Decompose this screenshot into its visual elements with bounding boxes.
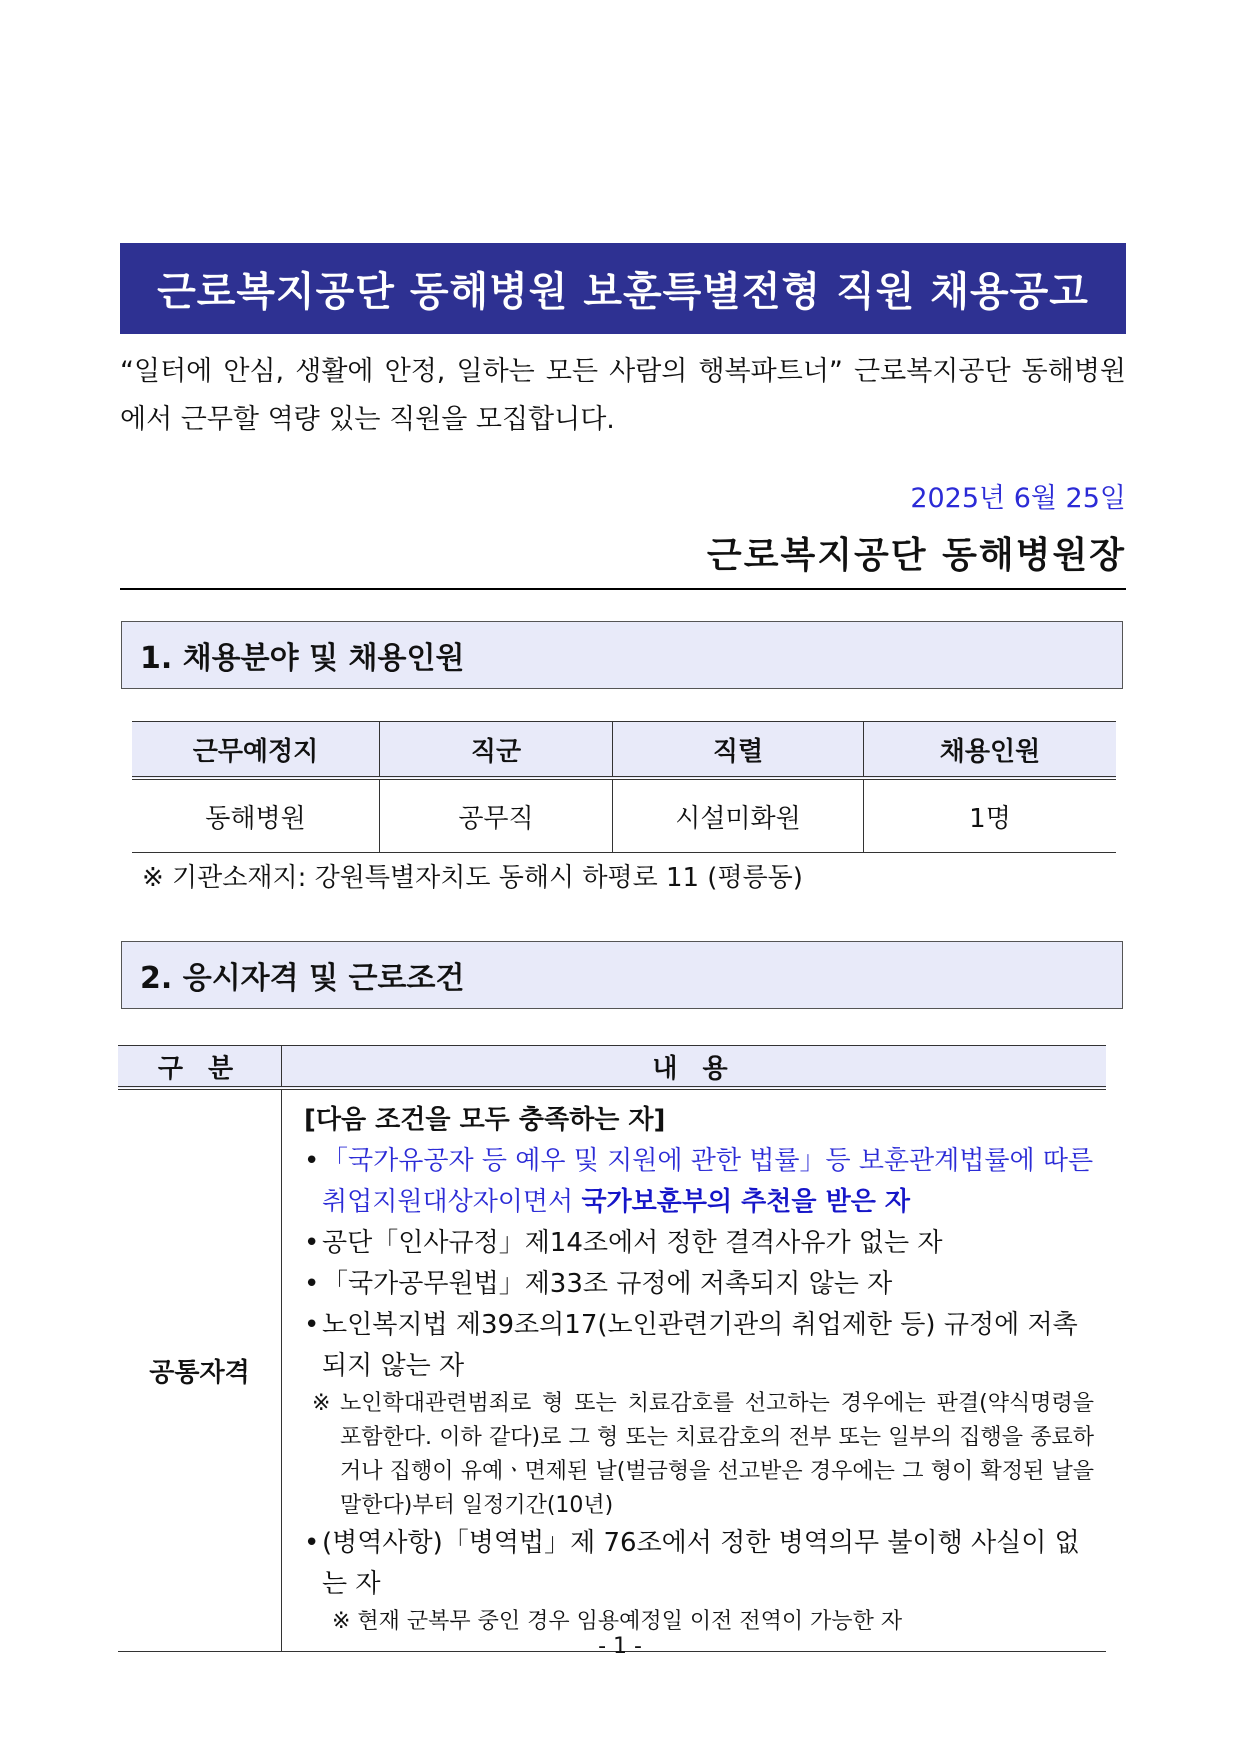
- bullet-icon: •: [304, 1146, 320, 1176]
- intro-text: “일터에 안심, 생활에 안정, 일하는 모든 사람의 행복파트너” 근로복지공단 동해병원에서 근무할 역량 있는 직원을 모집합니다.: [120, 356, 1126, 435]
- list-item: [304, 1223, 1094, 1264]
- list-item: [304, 1141, 1094, 1223]
- header-job-group: 직군: [380, 722, 613, 779]
- content-cell: [282, 1088, 1107, 1652]
- condition-heading: [다음 조건을 모두 충족하는 자]: [304, 1105, 666, 1135]
- cell-job-group: 공무직: [380, 778, 613, 853]
- cell-location: 동해병원: [132, 778, 380, 853]
- table-row: [132, 778, 1116, 853]
- section-2-heading: 2. 응시자격 및 근로조건: [121, 941, 1123, 1009]
- item-text: 공단「인사규정」제14조에서 정한 결격사유가 없는 자: [322, 1228, 943, 1258]
- item-text: 「국가유공자 등 예우 및 지원에 관한 법률」등 보훈관계법률에 따른 취업지원대상자이면서: [322, 1146, 1094, 1217]
- item-text: (병역사항)「병역법」제 76조에서 정한 병역의무 불이행 사실이 없는 자: [322, 1528, 1080, 1599]
- announcement-date: 2025년 6월 25일: [910, 483, 1126, 514]
- list-item: [304, 1523, 1094, 1605]
- title-banner: 근로복지공단 동해병원 보훈특별전형 직원 채용공고: [120, 243, 1126, 334]
- bullet-icon: •: [304, 1269, 320, 1299]
- item-text: 노인복지법 제39조의17(노인관련기관의 취업제한 등) 규정에 저촉되지 않는 자: [322, 1310, 1078, 1381]
- recruitment-table: [132, 721, 1116, 853]
- divider: [120, 588, 1126, 590]
- reference-mark-icon: ※: [312, 1391, 331, 1416]
- list-item: [304, 1305, 1094, 1387]
- table-row: [118, 1088, 1106, 1652]
- header-location: 근무예정지: [132, 722, 380, 779]
- page-number: - 1 -: [598, 1634, 642, 1659]
- bullet-icon: •: [304, 1310, 320, 1340]
- item-note: ※ 현재 군복무 중인 경우 임용예정일 이전 전역이 가능한 자: [332, 1609, 903, 1634]
- address-note: ※ 기관소재지: 강원특별자치도 동해시 하평로 11 (평릉동): [142, 863, 803, 893]
- header-job-series: 직렬: [613, 722, 864, 779]
- item-text: 「국가공무원법」제33조 규정에 저촉되지 않는 자: [322, 1269, 893, 1299]
- section-1-heading: 1. 채용분야 및 채용인원: [121, 621, 1123, 689]
- header-content: 내 용: [282, 1046, 1107, 1089]
- signer: 근로복지공단 동해병원장: [706, 535, 1126, 576]
- note-text: 노인학대관련범죄로 형 또는 치료감호를 선고하는 경우에는 판결(약식명령을 포함한다. 이하 같다)로 그 형 또는 치료감호의 전부 또는 일부의 집행을 종료하거나 집행이 유예ㆍ면제된 날(벌금형을 선고받은 경우에는 그 형이 확정된 날을 말한다)부터 일정기간(10년): [340, 1391, 1094, 1518]
- bullet-icon: •: [304, 1228, 320, 1258]
- list-item: [304, 1264, 1094, 1305]
- qualification-table: [118, 1045, 1106, 1652]
- header-category: 구 분: [118, 1046, 282, 1089]
- cell-job-series: 시설미화원: [613, 778, 864, 853]
- item-note: [304, 1387, 1094, 1523]
- cell-headcount: 1명: [864, 778, 1117, 853]
- bullet-icon: •: [304, 1528, 320, 1558]
- item-emphasis: 국가보훈부의 추천을 받은 자: [581, 1187, 910, 1217]
- table-header-row: [118, 1046, 1106, 1089]
- header-headcount: 채용인원: [864, 722, 1117, 779]
- category-cell: 공통자격: [118, 1088, 282, 1652]
- table-header-row: [132, 722, 1116, 779]
